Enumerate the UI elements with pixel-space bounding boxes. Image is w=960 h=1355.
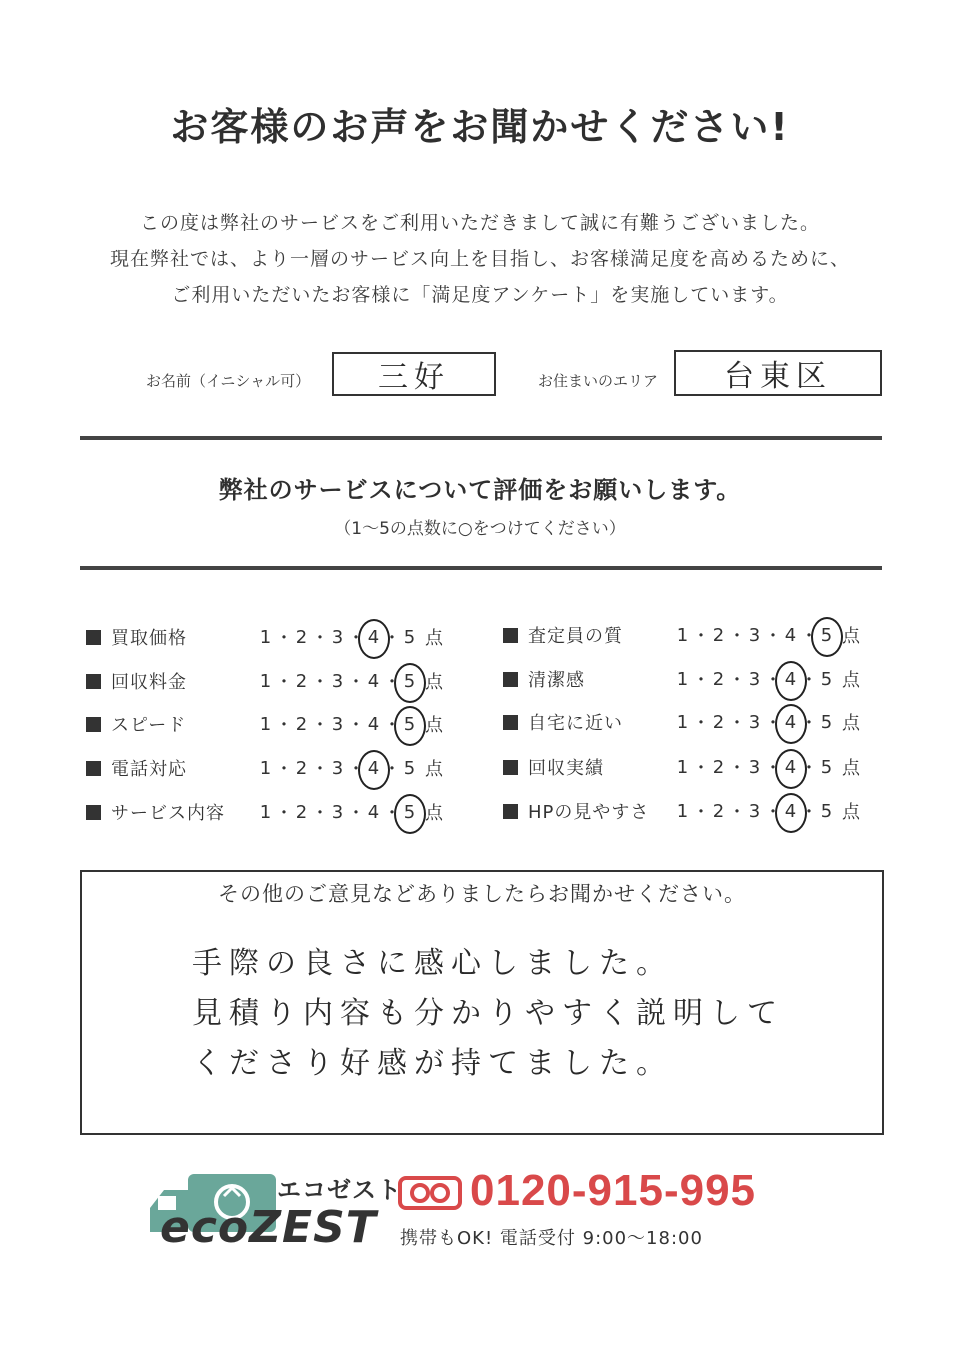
brand-word: ecoZEST [160,1202,377,1253]
comment-line-2: 見積り内容も分かりやすく説明して [192,996,784,1031]
score-option[interactable]: 4 [367,670,380,692]
score-option[interactable]: 5 [400,714,419,735]
score-option[interactable]: 3 [331,757,344,779]
score-option[interactable]: 3 [331,801,344,823]
comment-prompt: その他のご意見などありましたらお聞かせください。 [218,882,746,906]
score-option[interactable]: 2 [295,757,308,779]
rating-row [503,664,860,694]
business-hours: 携帯もOK! 電話受付 9:00〜18:00 [400,1228,703,1249]
score-option[interactable]: 1 [676,756,689,778]
score-unit: 点 [425,628,443,649]
score-separator: ・ [800,626,818,647]
rating-label: サービス内容 [111,803,225,824]
score-separator: ・ [800,802,818,823]
score-separator: ・ [347,715,365,736]
score-option[interactable]: 5 [820,711,833,733]
rating-label: 電話対応 [111,759,187,780]
score-option[interactable]: 5 [820,668,833,690]
score-separator: ・ [311,672,329,693]
bullet-square-icon [86,717,101,732]
score-separator: ・ [347,803,365,824]
rating-row [86,797,443,827]
score-option[interactable]: 4 [784,624,797,646]
score-separator: ・ [692,670,710,691]
rating-section-subtitle: （1〜5の点数に○をつけてください） [334,519,626,539]
rating-row [86,709,443,739]
score-option[interactable]: 1 [676,668,689,690]
score-separator: ・ [275,672,293,693]
score-separator: ・ [764,802,782,823]
score-separator: ・ [311,715,329,736]
rating-label: 買取価格 [111,628,187,649]
score-unit: 点 [842,626,860,647]
bullet-square-icon [503,760,518,775]
score-option[interactable]: 3 [331,713,344,735]
score-separator: ・ [692,758,710,779]
divider-bottom [80,566,882,570]
score-option[interactable]: 2 [295,713,308,735]
score-option[interactable]: 4 [367,801,380,823]
score-separator: ・ [800,670,818,691]
score-separator: ・ [728,670,746,691]
rating-label: 清潔感 [528,670,585,691]
rating-row [503,796,860,826]
score-unit: 点 [842,670,860,691]
name-field[interactable]: 三好 [332,352,496,396]
score-option[interactable]: 4 [781,669,800,690]
score-unit: 点 [425,715,443,736]
score-separator: ・ [311,803,329,824]
score-separator: ・ [728,626,746,647]
area-label: お住まいのエリア [538,372,659,390]
rating-label: HPの見やすさ [528,802,650,823]
rating-label: 自宅に近い [528,713,623,734]
rating-row [86,666,443,696]
score-option[interactable]: 4 [364,758,383,779]
score-option[interactable]: 1 [259,713,272,735]
intro-line-1: この度は弊社のサービスをご利用いただきまして誠に有難うございました。 [139,212,820,234]
score-option[interactable]: 4 [367,713,380,735]
score-option[interactable]: 1 [259,757,272,779]
rating-row [86,622,443,652]
score-option[interactable]: 1 [676,624,689,646]
score-option[interactable]: 3 [748,800,761,822]
score-option[interactable]: 3 [748,711,761,733]
score-option[interactable]: 1 [259,670,272,692]
score-option[interactable]: 1 [259,626,272,648]
score-option[interactable]: 5 [817,625,836,646]
rating-label: スピード [111,715,187,736]
score-option[interactable]: 4 [781,712,800,733]
phone-number[interactable]: 0120-915-995 [470,1166,757,1215]
score-option[interactable]: 3 [331,626,344,648]
score-option[interactable]: 3 [331,670,344,692]
bullet-square-icon [86,761,101,776]
score-separator: ・ [347,628,365,649]
score-separator: ・ [311,759,329,780]
score-separator: ・ [275,628,293,649]
score-option[interactable]: 3 [748,624,761,646]
score-separator: ・ [692,713,710,734]
page-title: お客様のお声をお聞かせください! [170,105,790,149]
score-unit: 点 [425,759,443,780]
intro-line-2: 現在弊社では、より一層のサービス向上を目指し、お客様満足度を高めるために、 [109,248,850,270]
score-separator: ・ [383,759,401,780]
rating-label: 回収料金 [111,672,187,693]
score-option[interactable]: 5 [400,802,419,823]
brand-kana: エコゼスト [277,1176,402,1204]
score-separator: ・ [692,626,710,647]
score-unit: 点 [425,672,443,693]
score-separator: ・ [383,672,401,693]
score-option[interactable]: 2 [712,711,725,733]
rating-label: 査定員の質 [528,626,623,647]
score-option[interactable]: 5 [403,626,416,648]
score-unit: 点 [842,713,860,734]
bullet-square-icon [86,805,101,820]
name-label: お名前（イニシャル可） [146,372,311,390]
score-option[interactable]: 4 [781,757,800,778]
score-unit: 点 [425,803,443,824]
score-option[interactable]: 2 [295,801,308,823]
score-unit: 点 [842,758,860,779]
bullet-square-icon [503,628,518,643]
score-option[interactable]: 3 [748,668,761,690]
score-separator: ・ [728,758,746,779]
score-option[interactable]: 1 [676,800,689,822]
comment-line-1: 手際の良さに感心しました。 [192,946,673,981]
score-option[interactable]: 1 [676,711,689,733]
score-separator: ・ [728,713,746,734]
freedial-icon [398,1176,462,1210]
intro-line-3: ご利用いただいたお客様に「満足度アンケート」を実施しています。 [171,284,789,306]
bullet-square-icon [86,674,101,689]
score-separator: ・ [311,628,329,649]
rating-section-title: 弊社のサービスについて評価をお願いします。 [218,476,742,504]
score-separator: ・ [764,670,782,691]
score-separator: ・ [383,715,401,736]
bullet-square-icon [503,804,518,819]
score-separator: ・ [275,759,293,780]
score-option[interactable]: 4 [781,801,800,822]
score-separator: ・ [383,628,401,649]
score-separator: ・ [347,672,365,693]
score-option[interactable]: 1 [259,801,272,823]
score-option[interactable]: 2 [712,800,725,822]
comment-box[interactable] [80,870,884,1135]
rating-row [503,707,860,737]
score-option[interactable]: 2 [295,626,308,648]
rating-row [503,620,860,650]
score-unit: 点 [842,802,860,823]
score-option[interactable]: 2 [712,668,725,690]
bullet-square-icon [503,672,518,687]
score-option[interactable]: 5 [820,800,833,822]
divider-top [80,436,882,440]
score-separator: ・ [800,713,818,734]
score-separator: ・ [800,758,818,779]
rating-row [86,753,443,783]
score-separator: ・ [764,626,782,647]
score-separator: ・ [692,802,710,823]
score-separator: ・ [275,715,293,736]
score-separator: ・ [764,713,782,734]
score-separator: ・ [764,758,782,779]
rating-row [503,752,860,782]
area-field[interactable]: 台東区 [674,350,882,396]
score-option[interactable]: 4 [364,627,383,648]
score-option[interactable]: 5 [400,671,419,692]
score-option[interactable]: 2 [295,670,308,692]
score-separator: ・ [383,803,401,824]
score-option[interactable]: 2 [712,624,725,646]
score-separator: ・ [728,802,746,823]
score-option[interactable]: 2 [712,756,725,778]
rating-label: 回収実績 [528,758,604,779]
score-option[interactable]: 3 [748,756,761,778]
score-option[interactable]: 5 [403,757,416,779]
score-separator: ・ [275,803,293,824]
comment-line-3: くださり好感が持てました。 [192,1046,673,1081]
score-separator: ・ [347,759,365,780]
bullet-square-icon [503,715,518,730]
bullet-square-icon [86,630,101,645]
score-option[interactable]: 5 [820,756,833,778]
